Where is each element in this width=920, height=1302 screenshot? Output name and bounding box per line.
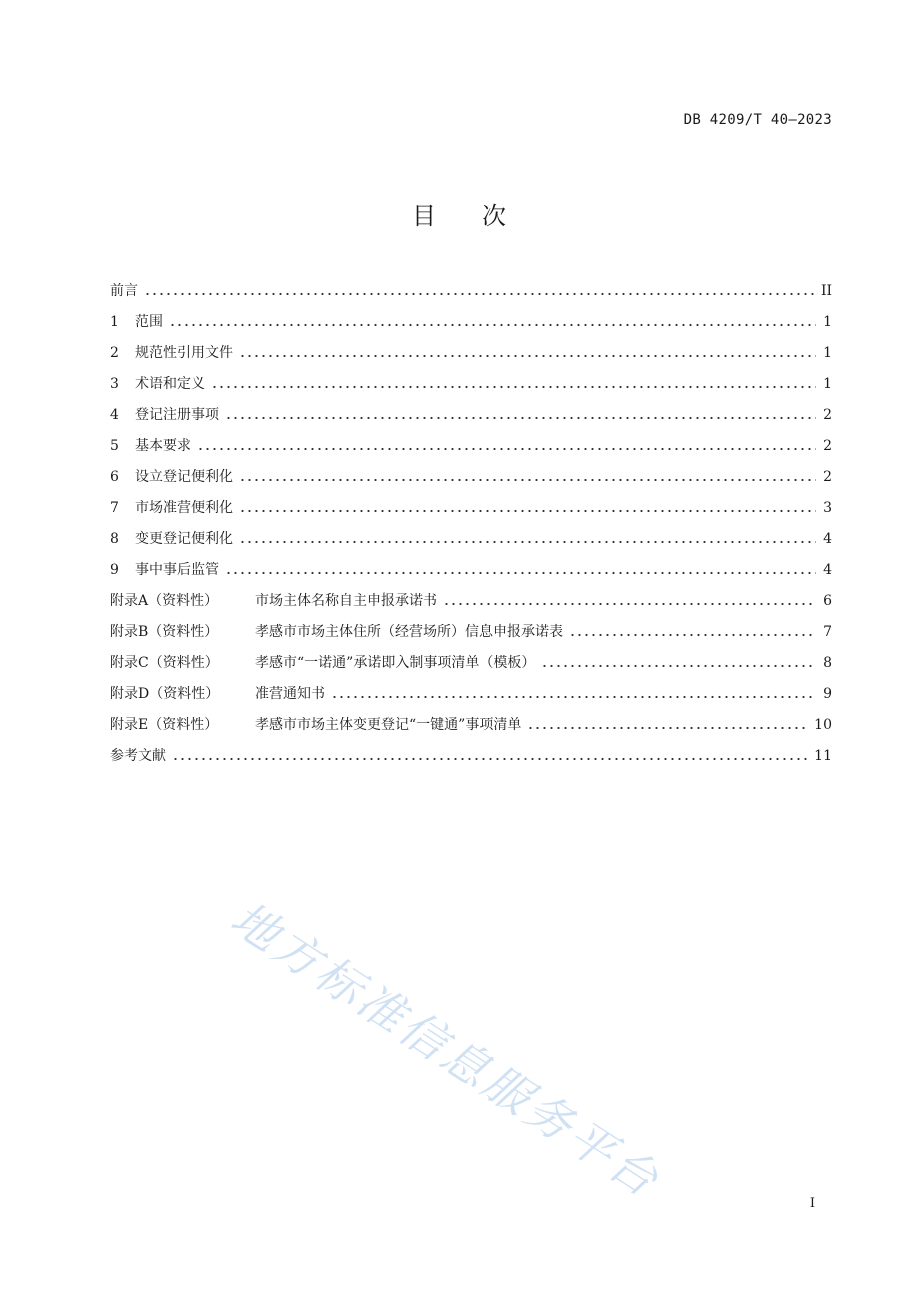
toc-entry-page: 2	[823, 438, 832, 454]
toc-entry-number: 4	[110, 407, 119, 423]
toc-entry-label: 参考文献	[110, 748, 166, 764]
toc-entry-number: 5	[110, 438, 119, 454]
dot-leader	[144, 283, 815, 295]
dot-leader	[197, 438, 816, 450]
toc-entry-label: 孝感市“一诺通”承诺即入制事项清单（模板）	[255, 655, 536, 671]
toc-entry-appendix[interactable]	[110, 715, 832, 746]
toc-entry[interactable]	[110, 467, 832, 498]
appendix-id: 附录A（资料性）	[110, 593, 219, 609]
appendix-id: 附录E（资料性）	[110, 717, 219, 733]
toc-entry-label: 准营通知书	[255, 686, 325, 702]
toc-entry-page: 2	[823, 407, 832, 423]
document-code: DB 4209/T 40—2023	[683, 112, 832, 128]
appendix-id: 附录D（资料性）	[110, 686, 220, 702]
toc-entry-label: 术语和定义	[135, 376, 205, 392]
toc-entry-label: 孝感市市场主体住所（经营场所）信息申报承诺表	[255, 624, 563, 640]
page-title	[0, 196, 920, 231]
dot-leader	[239, 345, 816, 357]
dot-leader	[527, 717, 808, 729]
toc-entry[interactable]	[110, 312, 832, 343]
toc-entry[interactable]	[110, 374, 832, 405]
toc-entry-page: 2	[823, 469, 832, 485]
dot-leader	[211, 376, 816, 388]
toc-entry-label: 变更登记便利化	[135, 531, 233, 547]
toc-entry[interactable]	[110, 436, 832, 467]
toc-entry-appendix[interactable]	[110, 622, 832, 653]
toc-entry[interactable]	[110, 343, 832, 374]
toc-entry-page: 4	[823, 562, 832, 578]
toc-entry-label: 事中事后监管	[135, 562, 219, 578]
dot-leader	[331, 686, 816, 698]
toc-entry-label: 市场准营便利化	[135, 500, 233, 516]
toc-entry-number: 3	[110, 376, 119, 392]
toc-entry-label: 孝感市市场主体变更登记“一键通”事项清单	[255, 717, 522, 733]
toc-entry-page: 3	[823, 500, 832, 516]
toc-entry-number: 1	[110, 314, 119, 330]
toc-entry-page: 10	[814, 717, 832, 733]
toc-entry-label: 前言	[110, 283, 138, 299]
dot-leader	[569, 624, 816, 636]
toc-entry[interactable]	[110, 746, 832, 777]
toc-entry-page: 1	[823, 314, 832, 330]
toc-entry-number: 7	[110, 500, 119, 516]
toc-entry[interactable]	[110, 560, 832, 591]
toc-entry-page: 11	[814, 748, 832, 764]
toc-entry-number: 6	[110, 469, 119, 485]
toc-entry-appendix[interactable]	[110, 591, 832, 622]
toc-entry-number: 2	[110, 345, 119, 361]
toc-entry-label: 市场主体名称自主申报承诺书	[255, 593, 437, 609]
dot-leader	[239, 500, 816, 512]
toc-entry-page: 7	[823, 624, 832, 640]
toc-entry-appendix[interactable]	[110, 684, 832, 715]
toc-entry[interactable]	[110, 498, 832, 529]
dot-leader	[172, 748, 808, 760]
toc-entry-label: 范围	[135, 314, 163, 330]
toc-entry-page: II	[820, 283, 832, 299]
toc-entry-page: 8	[823, 655, 832, 671]
toc-entry-label: 设立登记便利化	[135, 469, 233, 485]
toc-entry-number: 9	[110, 562, 119, 578]
title-char-1: 目	[412, 202, 438, 230]
dot-leader	[443, 593, 816, 605]
appendix-id: 附录C（资料性）	[110, 655, 219, 671]
toc-entry-page: 1	[823, 345, 832, 361]
dot-leader	[239, 469, 816, 481]
toc-entry[interactable]	[110, 281, 832, 312]
appendix-id: 附录B（资料性）	[110, 624, 219, 640]
toc-entry-label: 基本要求	[135, 438, 191, 454]
title-char-2: 次	[482, 202, 508, 230]
toc-entry-label: 登记注册事项	[135, 407, 219, 423]
toc-entry-page: 4	[823, 531, 832, 547]
toc-entry-number: 8	[110, 531, 119, 547]
toc-entry-label: 规范性引用文件	[135, 345, 233, 361]
toc-entry-page: 6	[823, 593, 832, 609]
toc-entry[interactable]	[110, 405, 832, 436]
dot-leader	[169, 314, 816, 326]
dot-leader	[541, 655, 816, 667]
page-number: I	[809, 1196, 815, 1211]
watermark: 地方标准信息服务平台	[221, 890, 671, 1209]
toc-entry-page: 1	[823, 376, 832, 392]
dot-leader	[225, 407, 816, 419]
table-of-contents	[110, 281, 832, 777]
toc-entry-page: 9	[823, 686, 832, 702]
dot-leader	[239, 531, 816, 543]
dot-leader	[225, 562, 816, 574]
toc-entry-appendix[interactable]	[110, 653, 832, 684]
toc-entry[interactable]	[110, 529, 832, 560]
